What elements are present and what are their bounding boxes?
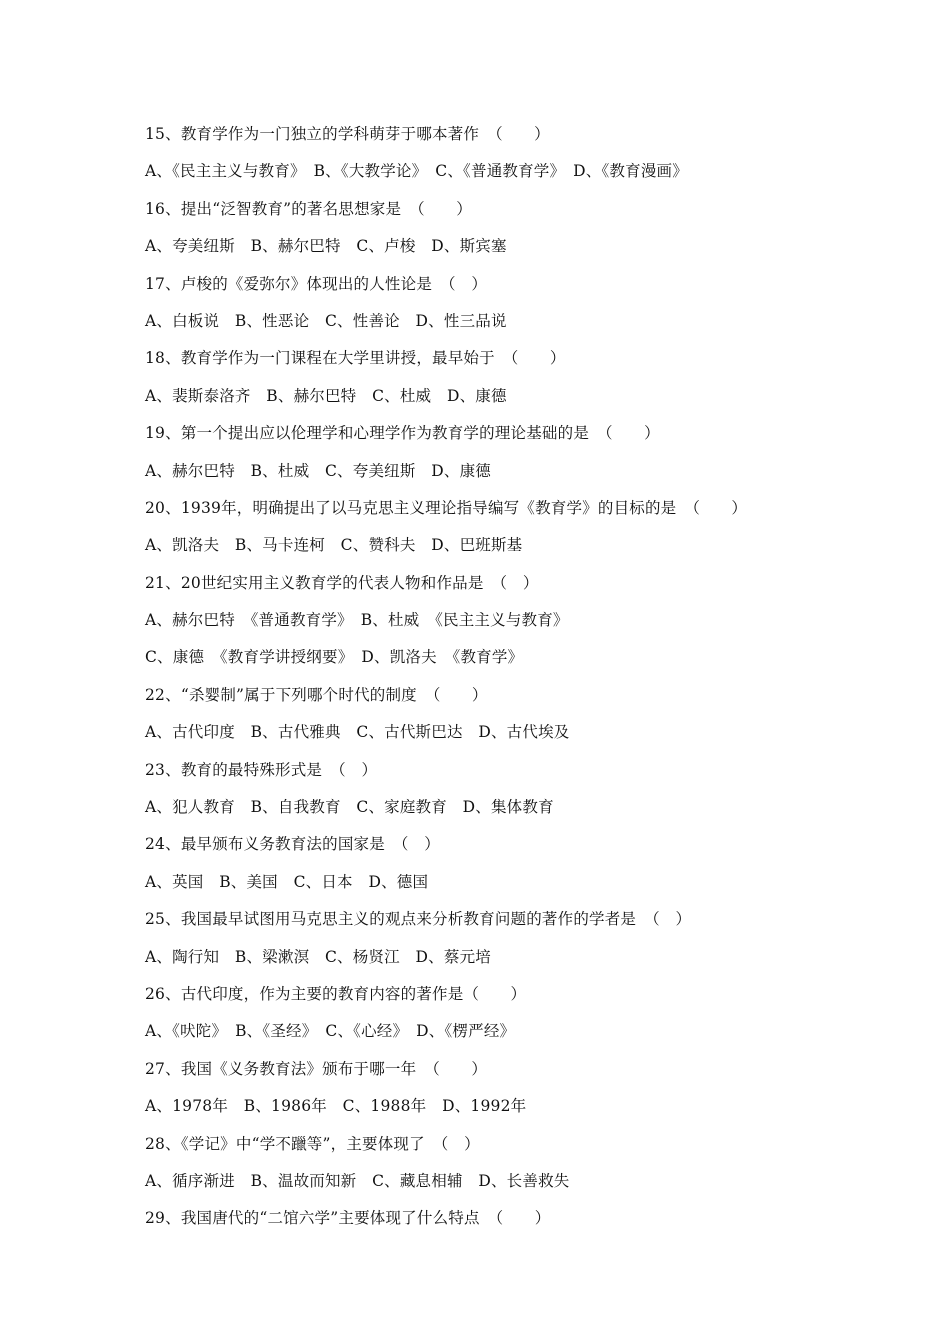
options-20: A、凯洛夫 B、马卡连柯 C、赞科夫 D、巴班斯基 bbox=[145, 536, 523, 555]
question-21: 21、20世纪实用主义教育学的代表人物和作品是 （ ） bbox=[145, 573, 539, 592]
question-25: 25、我国最早试图用马克思主义的观点来分析教育问题的著作的学者是 （ ） bbox=[145, 910, 692, 929]
question-20: 20、1939年，明确提出了以马克思主义理论指导编写《教育学》的目标的是 （ ） bbox=[145, 498, 748, 517]
question-24: 24、最早颁布义务教育法的国家是 （ ） bbox=[145, 835, 440, 854]
question-18: 18、教育学作为一门课程在大学里讲授，最早始于 （ ） bbox=[145, 349, 566, 368]
question-19: 19、第一个提出应以伦理学和心理学作为教育学的理论基础的是 （ ） bbox=[145, 424, 660, 443]
options-23: A、犯人教育 B、自我教育 C、家庭教育 D、集体教育 bbox=[145, 798, 554, 817]
question-16: 16、提出“泛智教育”的著名思想家是 （ ） bbox=[145, 199, 472, 218]
question-15: 15、教育学作为一门独立的学科萌芽于哪本著作 （ ） bbox=[145, 125, 550, 143]
options-22: A、古代印度 B、古代雅典 C、古代斯巴达 D、古代埃及 bbox=[145, 723, 570, 742]
options-21-ab: A、赫尔巴特 《普通教育学》 B、杜威 《民主主义与教育》 bbox=[145, 611, 569, 630]
question-29: 29、我国唐代的“二馆六学”主要体现了什么特点 （ ） bbox=[145, 1209, 551, 1228]
question-17: 17、卢梭的《爱弥尔》体现出的人性论是 （ ） bbox=[145, 274, 488, 293]
options-15: A、《民主主义与教育》 B、《大教学论》 C、《普通教育学》 D、《教育漫画》 bbox=[145, 162, 688, 181]
question-23: 23、教育的最特殊形式是 （ ） bbox=[145, 760, 378, 779]
options-18: A、裴斯泰洛齐 B、赫尔巴特 C、杜威 D、康德 bbox=[145, 386, 507, 405]
question-list bbox=[145, 121, 905, 1243]
options-17: A、白板说 B、性恶论 C、性善论 D、性三品说 bbox=[145, 311, 507, 330]
options-21-cd: C、康德 《教育学讲授纲要》 D、凯洛夫 《教育学》 bbox=[145, 648, 524, 667]
options-26: A、《吠陀》 B、《圣经》 C、《心经》 D、《楞严经》 bbox=[145, 1022, 516, 1041]
options-16: A、夸美纽斯 B、赫尔巴特 C、卢梭 D、斯宾塞 bbox=[145, 237, 507, 256]
question-27: 27、我国《义务教育法》颁布于哪一年 （ ） bbox=[145, 1059, 488, 1078]
options-24: A、英国 B、美国 C、日本 D、德国 bbox=[145, 872, 429, 891]
options-28: A、循序渐进 B、温故而知新 C、藏息相辅 D、长善救失 bbox=[145, 1171, 570, 1190]
question-22: 22、“杀婴制”属于下列哪个时代的制度 （ ） bbox=[145, 685, 488, 704]
question-26: 26、古代印度，作为主要的教育内容的著作是（ ） bbox=[145, 984, 527, 1003]
options-27: A、1978年 B、1986年 C、1988年 D、1992年 bbox=[145, 1097, 527, 1116]
options-19: A、赫尔巴特 B、杜威 C、夸美纽斯 D、康德 bbox=[145, 461, 491, 480]
options-25: A、陶行知 B、梁漱溟 C、杨贤江 D、蔡元培 bbox=[145, 947, 491, 966]
question-28: 28、《学记》中“学不躐等”，主要体现了 （ ） bbox=[145, 1134, 480, 1153]
